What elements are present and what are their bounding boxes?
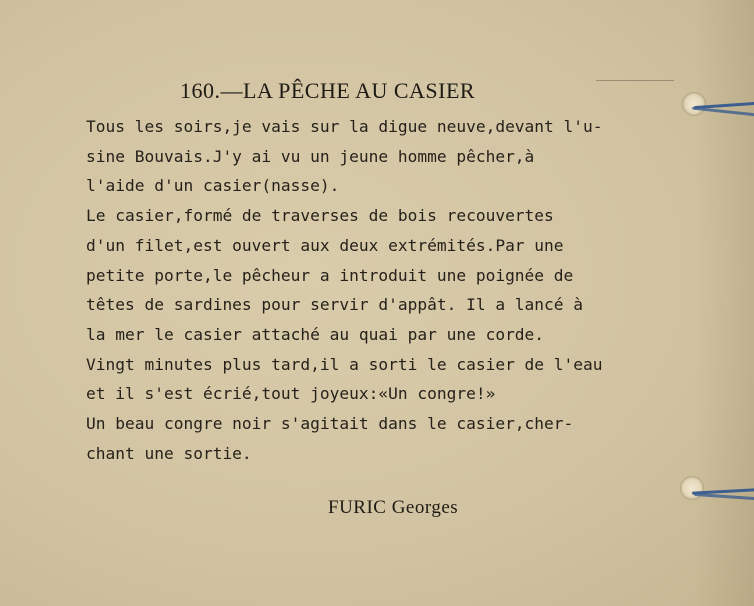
text-line: Vingt minutes plus tard,il a sorti le casier de l'eau (86, 354, 603, 374)
text-line: Un beau congre noir s'agitait dans le casier,cher- (86, 414, 574, 434)
text-line: Le casier,formé de traverses de bois recouvertes (86, 206, 554, 226)
text-line: chant une sortie. (86, 443, 252, 463)
page-title: 160.—LA PÊCHE AU CASIER (180, 78, 476, 103)
text-line: la mer le casier attaché au quai par une corde. (86, 324, 545, 344)
text-line: têtes de sardines pour servir d'appât. Il a lancé à (86, 295, 584, 315)
text-line: sine Bouvais.J'y ai vu un jeune homme pêcher,à (86, 146, 535, 166)
punch-hole-icon (682, 92, 706, 116)
author-signature: FURIC Georges (328, 497, 459, 518)
text-line: petite porte,le pêcheur a introduit une poignée de (86, 265, 574, 285)
text-line: l'aide d'un casier(nasse). (86, 176, 340, 196)
punch-hole-icon (680, 476, 704, 500)
body-paragraph (86, 112, 603, 468)
text-line: d'un filet,est ouvert aux deux extrémités.Par une (86, 235, 564, 255)
page-edge-shadow (694, 0, 754, 606)
text-line: et il s'est écrié,tout joyeux:«Un congre!» (86, 384, 496, 404)
show-through-mark (596, 80, 674, 81)
text-line: Tous les soirs,je vais sur la digue neuve,devant l'u- (86, 117, 603, 136)
